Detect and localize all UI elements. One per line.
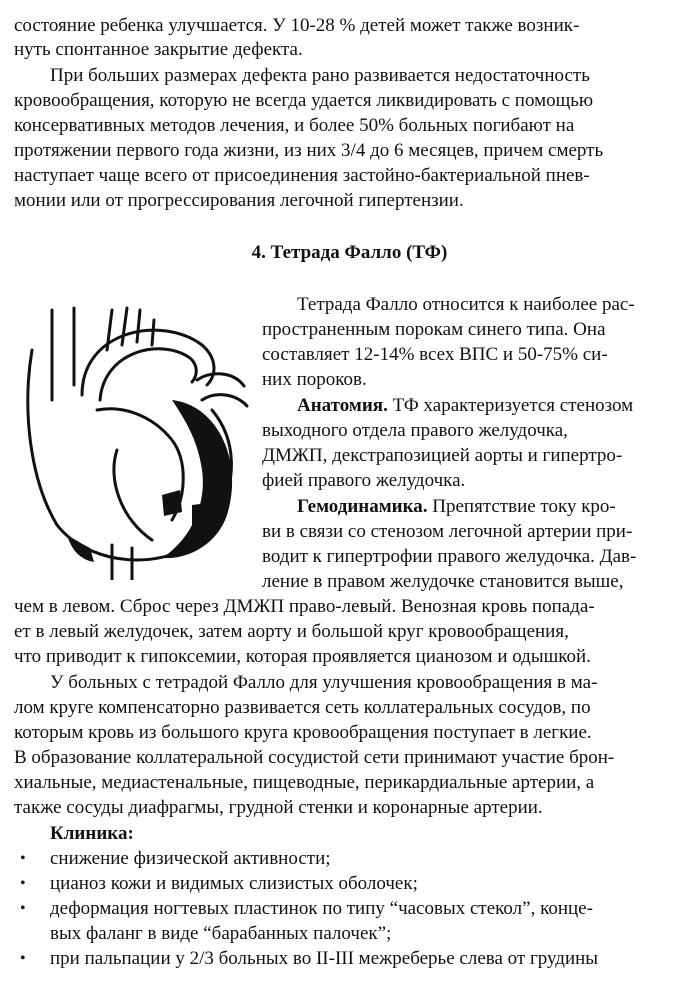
text-line: также сосуды диафрагмы, грудной стенки и коронарные артерии. <box>14 797 543 818</box>
text-line: чем в левом. Сброс через ДМЖП право-левый. Венозная кровь попада- <box>14 596 595 617</box>
bullet-marker: • <box>20 875 26 892</box>
bullet-item: цианоз кожи и видимых слизистых оболочек; <box>50 873 418 894</box>
text-line: При больших размерах дефекта рано развивается недостаточность <box>50 65 590 86</box>
text-line: наступает чаще всего от присоединения застойно-бактериальной пнев- <box>14 165 590 186</box>
text-line: хиальные, медиастенальные, пищеводные, перикардиальные артерии, а <box>14 772 595 793</box>
bullet-item: при пальпации у 2/3 больных во II-III межреберье слева от грудины <box>50 948 599 969</box>
text-line: ет в левый желудочек, затем аорту и большой круг кровообращения, <box>14 621 569 642</box>
text-line: У больных с тетрадой Фалло для улучшения кровообращения в ма- <box>50 672 598 693</box>
bullet-marker: • <box>20 900 26 917</box>
section-title: 4. Тетрада Фалло (ТФ) <box>251 242 448 263</box>
bullet-marker: • <box>20 850 26 867</box>
text-line: протяжении первого года жизни, из них 3/4 до 6 месяцев, причем смерть <box>14 140 604 161</box>
text-line: монии или от прогрессирования легочной гипертензии. <box>14 190 464 211</box>
text-fragment: Препятствие току кро- <box>427 496 616 517</box>
text-line: ДМЖП, декстрапозицией аорты и гипертро- <box>262 445 623 466</box>
bullet-item: деформация ногтевых пластинок по типу “часовых стекол”, конце- <box>50 898 593 919</box>
text-line: что приводит к гипоксемии, которая проявляется цианозом и одышкой. <box>14 646 591 667</box>
bullet-item: снижение физической активности; <box>50 848 331 869</box>
text-line: ви в связи со стенозом легочной артерии при- <box>262 521 633 542</box>
text-line: нуть спонтанное закрытие дефекта. <box>14 39 303 60</box>
text-line: фией правого желудочка. <box>262 470 466 491</box>
text-line: них пороков. <box>262 369 367 390</box>
bullet-item-continuation: вых фаланг в виде “барабанных палочек”; <box>50 923 392 944</box>
clinic-label: Клиника: <box>50 823 134 844</box>
text-line: лом круге компенсаторно развивается сеть коллатеральных сосудов, по <box>14 697 591 718</box>
hemodynamics-label: Гемодинамика. <box>297 496 428 517</box>
text-line: Тетрада Фалло относится к наиболее рас- <box>297 294 635 315</box>
text-line: выходного отдела правого желудочка, <box>262 420 568 441</box>
text-fragment: ТФ характеризуется стенозом <box>387 395 634 416</box>
heart-diagram-illustration <box>12 290 262 580</box>
bullet-marker: • <box>20 950 26 967</box>
text-line: ление в правом желудочке становится выше, <box>262 571 624 592</box>
text-line: кровообращения, которую не всегда удается ликвидировать с помощью <box>14 90 594 111</box>
text-line: В образование коллатеральной сосудистой сети принимают участие брон- <box>14 747 615 768</box>
text-line: состояние ребенка улучшается. У 10-28 % детей может также возник- <box>14 15 580 36</box>
text-line: консервативных методов лечения, и более 50% больных погибают на <box>14 115 575 136</box>
text-line: составляет 12-14% всех ВПС и 50-75% си- <box>262 344 608 365</box>
hemodynamics-line <box>297 495 616 520</box>
anatomy-line <box>297 394 633 419</box>
text-line: пространенным порокам синего типа. Она <box>262 319 606 340</box>
anatomy-label: Анатомия. <box>297 395 388 416</box>
text-line: которым кровь из большого круга кровообращения поступает в легкие. <box>14 722 592 743</box>
text-line: водит к гипертрофии правого желудочка. Дав- <box>262 546 637 567</box>
